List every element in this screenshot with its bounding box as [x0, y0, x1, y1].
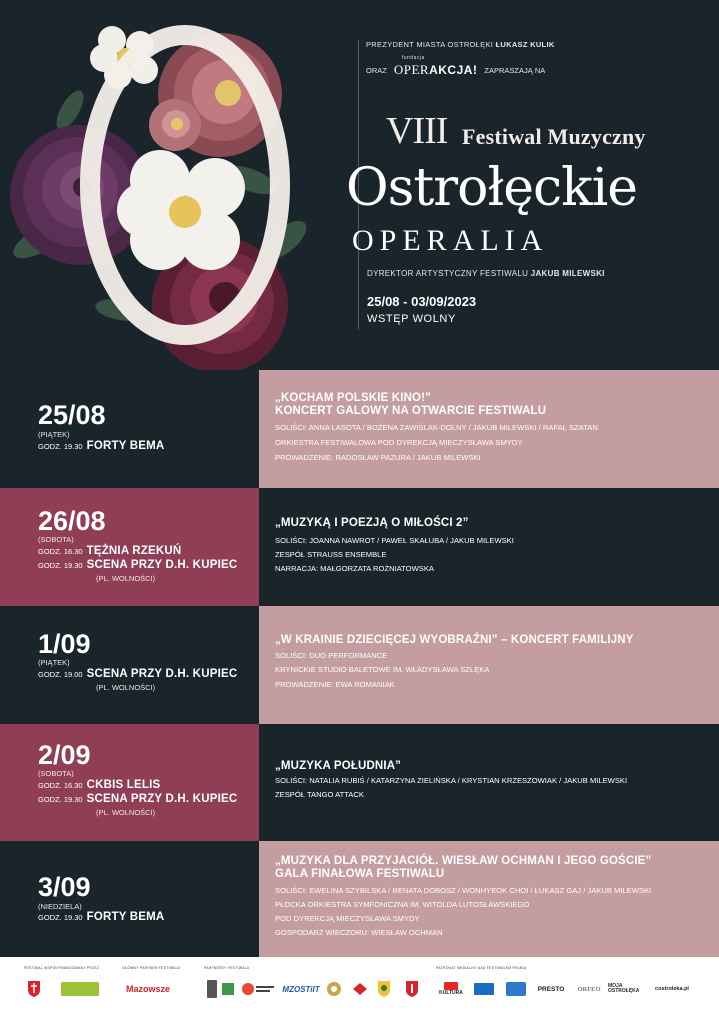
event-time-line	[38, 440, 164, 452]
event-time: GODZ. 16.30	[38, 547, 83, 556]
event-weekday: (SOBOTA)	[38, 769, 74, 778]
sponsor-strip	[0, 957, 719, 1024]
event-row	[0, 724, 719, 841]
event-sub-venue: (PL. WOLNOŚCI)	[96, 808, 156, 817]
event-detail	[275, 886, 651, 895]
partner-logo-green[interactable]	[60, 977, 100, 1001]
partner-logo[interactable]	[376, 977, 392, 1001]
event-weekday: (NIEDZIELA)	[38, 902, 82, 911]
event-weekday: (SOBOTA)	[38, 535, 74, 544]
event-detail	[275, 928, 443, 937]
detail-text: TANGO ATTACK	[306, 790, 364, 799]
detail-label: SOLIŚCI:	[275, 651, 308, 660]
invite-text: ZAPRASZAJĄ NA	[484, 65, 546, 75]
event-time-line	[38, 911, 164, 923]
tvp-kultura-logo[interactable]	[438, 977, 464, 1001]
event-detail	[275, 564, 434, 573]
detail-label: POD DYREKCJĄ	[275, 914, 335, 923]
strip-label: PARTNERZY FESTIWALU	[204, 966, 250, 970]
shield-icon	[27, 980, 41, 998]
event-title: GALA FINAŁOWA FESTIWALU	[275, 868, 445, 880]
event-venue: SCENA PRZY D.H. KUPIEC	[86, 668, 238, 680]
building-icon	[207, 980, 217, 998]
logo-text: Mazowsze	[125, 984, 170, 994]
event-title: „MUZYKA DLA PRZYJACIÓŁ. WIESŁAW OCHMAN I JEGO GOŚCIE”	[275, 855, 652, 867]
detail-text: EWA ROMANIAK	[335, 680, 395, 689]
operakcja-logo-part-b: AKCJA!	[429, 63, 478, 77]
tv-icon	[474, 983, 494, 995]
event-weekday: (PIĄTEK)	[38, 658, 70, 667]
shield-icon	[377, 980, 391, 998]
oraz-text: ORAZ	[366, 65, 387, 75]
decorative-letter-o	[60, 20, 310, 350]
event-row	[0, 370, 719, 488]
detail-label: SOLIŚCI:	[275, 536, 308, 545]
moja-ostroleka-logo[interactable]	[608, 977, 646, 1001]
detail-text: PŁOCKA ORKIESTRA SYMFONICZNA IM. WITOLDA LUTOSŁAWSKIEGO	[275, 900, 530, 909]
event-venue: FORTY BEMA	[86, 911, 165, 923]
swirl-icon	[241, 982, 275, 996]
event-detail	[275, 550, 386, 559]
event-detail	[275, 438, 522, 447]
free-entry-text: WSTĘP WOLNY	[367, 313, 456, 325]
event-time: GODZ. 19.30	[38, 442, 83, 451]
radio-icon	[506, 982, 526, 996]
operakcja-logo-part-a: OPER	[393, 62, 430, 77]
organizer-line	[366, 40, 706, 49]
event-date: 25/08	[38, 400, 106, 430]
emblem-icon	[326, 981, 342, 997]
festival-title: Ostrołęckie	[346, 158, 638, 218]
detail-text: RADOSŁAW PAZURA / JAKUB MILEWSKI	[335, 453, 481, 462]
logo-text: costroleka.pl	[655, 986, 689, 992]
event-detail	[275, 914, 420, 923]
event-detail	[275, 665, 489, 674]
event-detail	[275, 680, 395, 689]
detail-text: EWELINA SZYBILSKA / RENATA DOBOSZ / WONHYEOK CHOI / ŁUKASZ GAJ / JAKUB MILEWSKI	[309, 886, 652, 895]
event-venue: SCENA PRZY D.H. KUPIEC	[86, 559, 238, 571]
partner-logo[interactable]	[325, 977, 343, 1001]
event-title: „W KRAINIE DZIECIĘCEJ WYOBRAŹNI” – KONCERT FAMILIJNY	[275, 634, 634, 646]
mzostiit-logo[interactable]	[280, 977, 322, 1001]
festival-label: Festiwal Muzyczny	[462, 124, 646, 149]
strip-label: GŁÓWNY PARTNER FESTIWALU	[122, 966, 181, 970]
event-time: GODZ. 16.30	[38, 781, 83, 790]
event-venue: CKBIS LELIS	[86, 779, 161, 791]
event-detail	[275, 776, 627, 785]
presto-logo[interactable]	[536, 977, 566, 1001]
event-time-line	[38, 668, 237, 680]
detail-text: ORKIESTRA FESTIWALOWA POD DYREKCJĄ MIECZYSŁAWA SMYDY	[275, 438, 523, 447]
leaf-icon	[61, 982, 99, 996]
event-weekday: (PIĄTEK)	[38, 430, 70, 439]
artistic-director-name: JAKUB MILEWSKI	[530, 269, 605, 278]
logo-text: KULTURA	[439, 990, 463, 996]
detail-text: MAŁGORZATA ROŻNIATOWSKA	[320, 564, 434, 573]
event-detail	[275, 790, 364, 799]
partner-logo[interactable]	[205, 977, 219, 1001]
partner-logo[interactable]	[221, 977, 235, 1001]
event-date: 26/08	[38, 506, 106, 536]
costroleka-logo[interactable]	[648, 977, 696, 1001]
detail-label: SOLIŚCI:	[275, 423, 308, 432]
event-title: „MUZYKA POŁUDNIA”	[275, 760, 402, 772]
strip-label: PATRONAT MEDIALNY NAD FESTIWALEM PEŁNIĄ	[436, 966, 527, 970]
artistic-director-line	[367, 269, 605, 278]
detail-label: SOLIŚCI:	[275, 776, 308, 785]
fundacja-small-text: fundacja	[401, 55, 425, 61]
event-detail	[275, 900, 529, 909]
event-time-line	[38, 793, 237, 805]
logo-text: MZOSTiIT	[282, 984, 320, 994]
event-title: „KOCHAM POLSKIE KINO!”	[275, 392, 431, 404]
event-detail	[275, 423, 598, 432]
star-icon	[351, 982, 369, 996]
partner-logo[interactable]	[240, 977, 276, 1001]
detail-label: NARRACJA:	[275, 564, 319, 573]
square-icon	[222, 983, 234, 995]
operakcja-logo	[393, 55, 478, 78]
partner-logo[interactable]	[404, 977, 420, 1001]
detail-text: STRAUSS ENSEMBLE	[307, 550, 387, 559]
detail-label: ZESPÓŁ	[275, 790, 305, 799]
event-time: GODZ. 19.30	[38, 913, 83, 922]
detail-text: WIESŁAW OCHMAN	[371, 928, 443, 937]
detail-label: SOLIŚCI:	[275, 886, 308, 895]
logo-text: PRESTO	[537, 985, 565, 993]
event-venue: TĘŻNIA RZEKUŃ	[86, 545, 182, 557]
event-venue: FORTY BEMA	[86, 440, 165, 452]
festival-dates: 25/08 - 03/09/2023	[367, 294, 477, 309]
orfeo-logo[interactable]	[572, 977, 606, 1001]
mazowsze-logo[interactable]	[120, 977, 176, 1001]
detail-text: ANNA LASOTA / BOŻENA ZAWIŚLAK-DOLNY / JAKUB MILEWSKI / RAFAŁ SZATAN	[308, 423, 598, 432]
detail-text: MIECZYSŁAWA SMYDY	[336, 914, 420, 923]
detail-label: ZESPÓŁ	[275, 550, 305, 559]
event-time: GODZ. 19.00	[38, 670, 83, 679]
poster-header	[0, 0, 719, 370]
event-row	[0, 841, 719, 957]
shield-icon	[405, 980, 419, 998]
event-time-line	[38, 559, 237, 571]
event-time-line	[38, 779, 160, 791]
detail-label: GOSPODARZ WIECZORU:	[275, 928, 370, 937]
event-detail	[275, 453, 481, 462]
event-date: 2/09	[38, 740, 91, 770]
event-time-line	[38, 545, 181, 557]
detail-label: PROWADZENIE:	[275, 680, 334, 689]
strip-label: FESTIWAL WSPÓŁFINANSOWANY PRZEZ	[24, 966, 100, 970]
event-title: „MUZYKĄ I POEZJĄ O MIŁOŚCI 2”	[275, 517, 469, 529]
co-organizer-line	[366, 55, 706, 78]
detail-label: PROWADZENIE:	[275, 453, 334, 462]
event-row	[0, 488, 719, 606]
event-title: KONCERT GALOWY NA OTWARCIE FESTIWALU	[275, 405, 547, 417]
event-detail	[275, 651, 387, 660]
coat-of-arms-logo[interactable]	[26, 977, 42, 1001]
detail-text: DUO PERFORMANCE	[309, 651, 388, 660]
edition-number: VIII	[386, 110, 448, 152]
detail-text: NATALIA RUBIŚ / KATARZYNA ZIELIŃSKA / KRYSTIAN KRZESZOWIAK / JAKUB MILEWSKI	[309, 776, 628, 785]
festival-subtitle: OPERALIA	[352, 224, 549, 257]
organizer-name: ŁUKASZ KULIK	[495, 40, 555, 49]
event-detail	[275, 536, 514, 545]
organizers-block	[366, 40, 706, 78]
event-time: GODZ. 19.30	[38, 795, 83, 804]
event-row	[0, 606, 719, 724]
organizer-title: PREZYDENT MIASTA OSTROŁĘKI	[366, 40, 494, 49]
logo-text: ORFEO	[577, 985, 601, 993]
event-time: GODZ. 19.30	[38, 561, 83, 570]
tvp3-logo[interactable]	[473, 977, 495, 1001]
radio-logo[interactable]	[505, 977, 527, 1001]
event-sub-venue: (PL. WOLNOŚCI)	[96, 683, 156, 692]
detail-text: KRYNICKIE STUDIO BALETOWE IM. WŁADYSŁAWA SZLĘKA	[275, 665, 490, 674]
logo-text: MOJA OSTROŁĘKA	[608, 983, 640, 994]
event-date: 3/09	[38, 872, 91, 902]
event-date: 1/09	[38, 629, 91, 659]
partner-logo[interactable]	[350, 977, 370, 1001]
detail-text: JOANNA NAWROT / PAWEŁ SKAŁUBA / JAKUB MILEWSKI	[309, 536, 514, 545]
tv-icon	[444, 982, 458, 990]
event-venue: SCENA PRZY D.H. KUPIEC	[86, 793, 238, 805]
event-info-panel	[259, 488, 719, 606]
event-sub-venue: (PL. WOLNOŚCI)	[96, 574, 156, 583]
artistic-director-label: DYREKTOR ARTYSTYCZNY FESTIWALU	[367, 269, 529, 278]
